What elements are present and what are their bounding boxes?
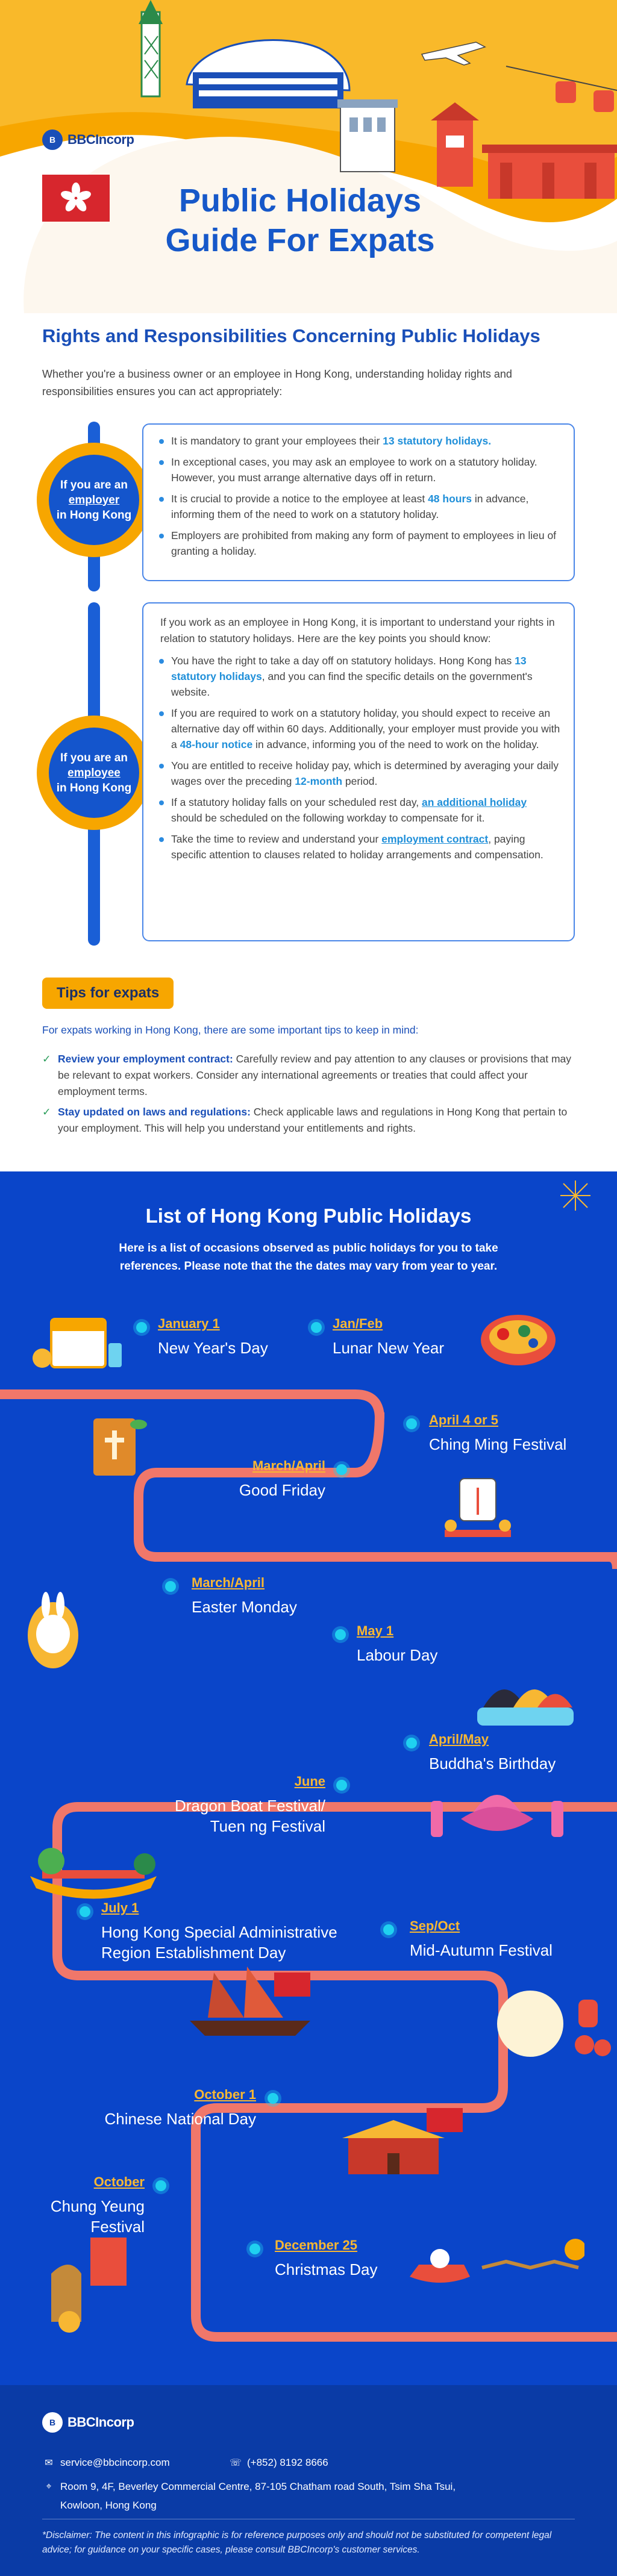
check-icon: ✓ xyxy=(42,1106,51,1118)
mid-autumn-moon-icon xyxy=(476,1976,615,2066)
holiday-national-day: October 1 Chinese National Day xyxy=(104,2087,256,2128)
employee-rights-box xyxy=(142,602,575,941)
logo-text: BBCIncorp xyxy=(67,132,134,147)
tip-contract xyxy=(42,1051,578,1100)
footer-address-line2: Kowloon, Hong Kong xyxy=(60,2500,157,2511)
holiday-buddhas-birthday: April/May Buddha's Birthday xyxy=(429,1732,556,1773)
timeline-dot xyxy=(136,1322,147,1333)
employer-badge-line1: If you are an xyxy=(60,478,128,491)
logo-icon: B xyxy=(42,2412,63,2433)
timeline-dot xyxy=(80,1906,90,1917)
employee-right-1: You have the right to take a day off on statutory holidays. Hong Kong has 13 statutory holidays, and you can find the specific details on the government's website. xyxy=(157,653,560,700)
timeline-dot xyxy=(165,1581,176,1592)
title-line-2: Guide For Expats xyxy=(165,222,435,258)
employer-rule-4: Employers are prohibited from making any form of payment to employees in lieu of granting a holiday. xyxy=(157,528,560,559)
chung-yeung-icon xyxy=(33,2231,136,2334)
tiananmen-flag-icon xyxy=(330,2102,469,2183)
footer-email[interactable]: ✉ service@bbcincorp.com xyxy=(42,2456,170,2469)
holiday-dragon-boat: June Dragon Boat Festival/ Tuen ng Festival xyxy=(174,1774,325,1835)
employee-badge-line3: in Hong Kong xyxy=(56,781,132,794)
footer-logo-text: BBCIncorp xyxy=(67,2415,134,2430)
bible-icon xyxy=(84,1412,151,1482)
easter-bunny-icon xyxy=(17,1587,89,1671)
timeline-dot xyxy=(336,1780,347,1791)
employee-badge xyxy=(37,716,151,830)
tip-laws-heading: Stay updated on laws and regulations: xyxy=(58,1106,251,1118)
employee-rights-lead: If you work as an employee in Hong Kong, it is important to understand your rights in relation to statutory holidays. Here are the key points you should know: xyxy=(160,616,555,644)
holiday-ching-ming: April 4 or 5 Ching Ming Festival xyxy=(429,1412,567,1453)
employer-badge-line2: employer xyxy=(68,493,120,507)
brand-logo[interactable] xyxy=(42,129,134,150)
logo-icon: B xyxy=(42,129,63,150)
rights-section-title: Rights and Responsibilities Concerning Public Holidays xyxy=(42,325,540,346)
labour-helmets-icon xyxy=(471,1659,580,1732)
title-line-1: Public Holidays xyxy=(178,182,422,219)
skyline-illustration xyxy=(0,0,617,313)
timeline-dot xyxy=(155,2180,166,2191)
employer-rule-3: It is crucial to provide a notice to the employee at least 48 hours in advance, informing them of the need to work on a statutory holiday. xyxy=(157,491,560,522)
employee-right-4: If a statutory holiday falls on your scheduled rest day, an additional holiday should be scheduled on the following workday to compensate for it. xyxy=(157,794,560,826)
employer-rule-1: It is mandatory to grant your employees their 13 statutory holidays. xyxy=(157,433,560,449)
junk-boat-icon xyxy=(178,1960,322,2039)
employee-badge-line2: employee xyxy=(67,766,121,779)
holiday-hksar-establishment: July 1 Hong Kong Special Administrative Region Establishment Day xyxy=(101,1900,337,1962)
tip-contract-text: Carefully review and pay attention to any clauses or provisions that may be relevant to expat workers. Consider any international agreements or treaties that could affect your employment terms. xyxy=(58,1053,572,1097)
timeline-dot xyxy=(336,1464,347,1475)
footer-logo[interactable] xyxy=(42,2412,134,2433)
lotus-lantern-icon xyxy=(425,1777,569,1843)
footer xyxy=(0,2385,617,2576)
santa-sleigh-icon xyxy=(404,2235,584,2301)
holiday-new-year: January 1 New Year's Day xyxy=(158,1316,268,1357)
employee-right-2: If you are required to work on a statutory holiday, you should expect to receive an alternative day off within 60 days. Additionally, your employer must provide you with a 48-hour notice in advance, informing you of the need to work on the holiday. xyxy=(157,705,560,752)
holiday-mid-autumn: Sep/Oct Mid-Autumn Festival xyxy=(410,1918,553,1959)
footer-phone[interactable]: ☏ (+852) 8192 8666 xyxy=(229,2457,328,2468)
employee-right-5: Take the time to review and understand your employment contract, paying specific attention to clauses related to holiday arrangements and compensation. xyxy=(157,831,560,862)
employee-badge-line1: If you are an xyxy=(60,751,128,764)
holidays-title: List of Hong Kong Public Holidays xyxy=(145,1205,472,1227)
disclaimer: *Disclaimer: The content in this infographic is for reference purposes only and should not be substituted for competent legal advice; for guidance on your specific cases, please consult BBCIncorp's customer services. xyxy=(42,2530,552,2555)
tip-contract-heading: Review your employment contract: xyxy=(58,1053,233,1065)
header-banner xyxy=(0,0,617,313)
timeline-dot xyxy=(268,2093,278,2104)
hong-kong-flag-icon xyxy=(42,175,110,222)
employer-badge-line3: in Hong Kong xyxy=(56,508,132,522)
holiday-labour-day: May 1 Labour Day xyxy=(357,1623,438,1664)
employer-rules-box xyxy=(142,423,575,581)
tip-laws-text: Check applicable laws and regulations in Hong Kong that pertain to your employment. This will help you understand your entitlements and rights. xyxy=(58,1106,568,1134)
incense-shrine-icon xyxy=(433,1473,523,1554)
location-pin-icon: ⌖ xyxy=(46,2481,52,2492)
employer-rule-2: In exceptional cases, you may ask an employee to work on a statutory holiday. However, you must arrange alternative days off in return. xyxy=(157,454,560,485)
holiday-lunar-new-year: Jan/Feb Lunar New Year xyxy=(333,1316,445,1357)
mail-icon: ✉ xyxy=(45,2458,53,2468)
page-title xyxy=(131,181,469,260)
lunar-new-year-food-icon xyxy=(476,1307,560,1373)
timeline-dot xyxy=(335,1629,346,1640)
footer-address: ⌖ Room 9, 4F, Beverley Commercial Centre, 87-105 Chatham road South, Tsim Sha Tsui, xyxy=(42,2480,456,2493)
phone-icon: ☏ xyxy=(229,2458,242,2468)
employer-badge xyxy=(37,443,151,557)
timeline-dot xyxy=(311,1322,322,1333)
holiday-easter-monday: March/April Easter Monday xyxy=(192,1575,297,1616)
timeline-dot xyxy=(406,1418,417,1429)
timeline-dot xyxy=(383,1924,394,1935)
timeline-dot xyxy=(249,2244,260,2254)
holiday-chung-yeung: October Chung Yeung Festival xyxy=(50,2174,145,2236)
tip-laws xyxy=(42,1104,578,1137)
holiday-christmas: December 25 Christmas Day xyxy=(275,2238,378,2278)
rights-intro: Whether you're a business owner or an employee in Hong Kong, understanding holiday rights and responsibilities ensures you can act appropriately: xyxy=(42,368,512,398)
holiday-good-friday: March/April Good Friday xyxy=(239,1458,325,1499)
tips-lead: For expats working in Hong Kong, there are some important tips to keep in mind: xyxy=(42,1024,419,1036)
employee-right-3: You are entitled to receive holiday pay, which is determined by averaging your daily wages over the preceding 12-month period. xyxy=(157,758,560,789)
check-icon: ✓ xyxy=(42,1053,51,1065)
holidays-section xyxy=(0,1171,617,2385)
tips-badge: Tips for expats xyxy=(42,978,174,1009)
calendar-icon xyxy=(24,1310,127,1376)
timeline-dot xyxy=(406,1738,417,1748)
holidays-subtitle: Here is a list of occasions observed as public holidays for you to take references. Please note that the the dates may vary from year to year. xyxy=(119,1242,498,1273)
dragon-boat-icon xyxy=(24,1834,163,1906)
